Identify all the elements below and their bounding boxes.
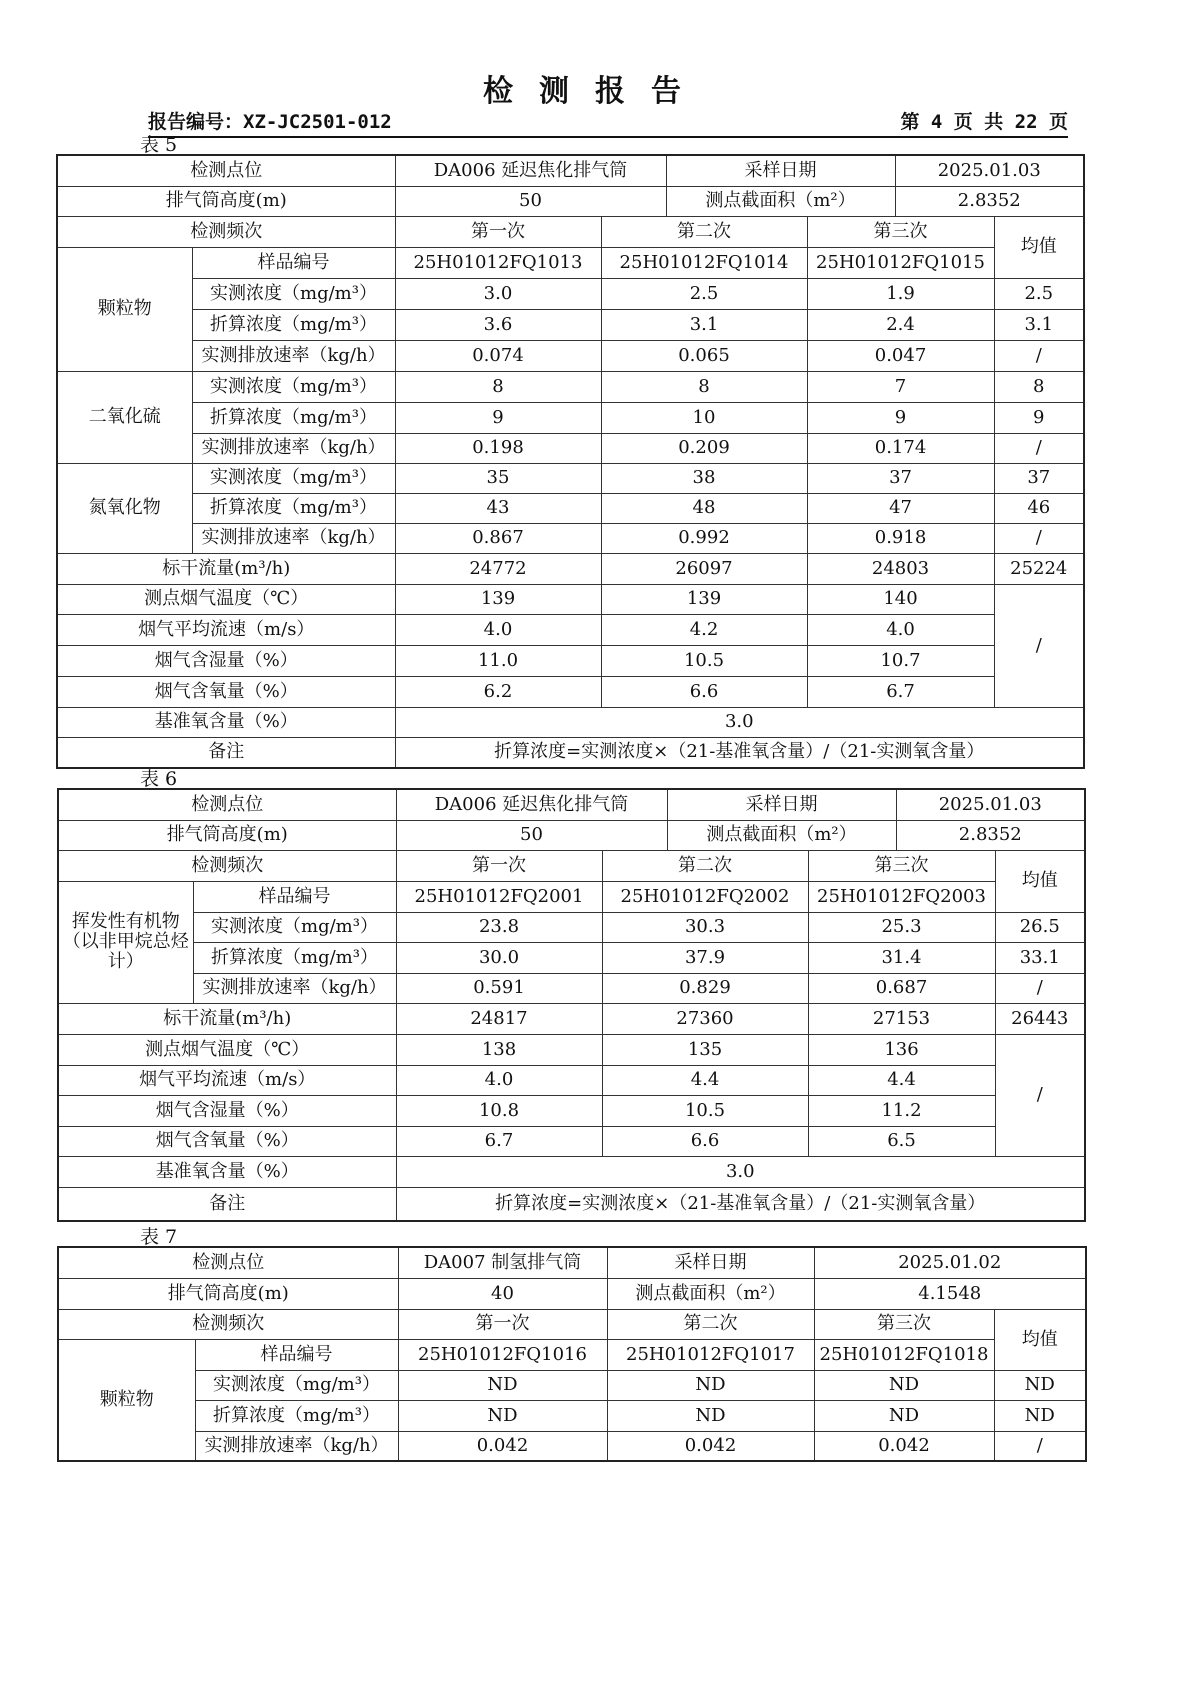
label-rate: 实测排放速率（kg/h） [192, 433, 395, 463]
cell-value: 8 [395, 371, 601, 402]
group-name: 颗粒物 [58, 1339, 195, 1461]
cell-value: 37.9 [602, 942, 808, 973]
cell-value: 0.042 [814, 1431, 994, 1461]
cell-value: 135 [602, 1034, 808, 1065]
cell-value: 3.6 [395, 309, 601, 340]
table-row [57, 309, 1084, 340]
group-name: 颗粒物 [57, 247, 192, 371]
label-conv: 折算浓度（mg/m³） [192, 493, 395, 523]
height-value: 40 [398, 1278, 607, 1309]
table-row [57, 247, 1084, 278]
cell-value: 23.8 [396, 912, 602, 942]
area-value: 2.8352 [896, 820, 1085, 850]
cell-value: 9 [395, 402, 601, 433]
label-second: 第二次 [601, 216, 807, 247]
table-6 [57, 788, 1086, 1222]
label-rate: 实测排放速率（kg/h） [195, 1431, 398, 1461]
cell-value: 4.4 [602, 1065, 808, 1095]
table-row [57, 186, 1084, 216]
table-row [57, 155, 1084, 186]
cell-value: 0.992 [601, 523, 807, 553]
label-conv: 折算浓度（mg/m³） [192, 309, 395, 340]
cell-value: 4.0 [807, 614, 994, 645]
table-row [57, 216, 1084, 247]
cell-value: 37 [994, 463, 1084, 493]
label-base-oxy: 基准氧含量（%） [58, 1156, 396, 1187]
cell-value: 0.042 [607, 1431, 814, 1461]
cell-value: 9 [994, 402, 1084, 433]
label-speed: 烟气平均流速（m/s） [58, 1065, 396, 1095]
cell-value: 139 [395, 584, 601, 614]
table-row [58, 1003, 1085, 1034]
label-moist: 烟气含湿量（%） [58, 1095, 396, 1126]
cell-value: 25.3 [808, 912, 995, 942]
table-row [58, 942, 1085, 973]
point-value: DA006 延迟焦化排气筒 [396, 789, 667, 820]
cell-value: 0.174 [807, 433, 994, 463]
sample-id: 25H01012FQ1018 [814, 1339, 994, 1370]
table-row [57, 402, 1084, 433]
label-freq: 检测频次 [58, 850, 396, 881]
table-row [58, 1339, 1086, 1370]
cell-value: 46 [994, 493, 1084, 523]
table-row [58, 820, 1085, 850]
remark-value: 折算浓度=实测浓度×（21-基准氧含量）/（21-实测氧含量） [395, 737, 1084, 768]
label-third: 第三次 [814, 1309, 994, 1339]
table-row [57, 584, 1084, 614]
label-freq: 检测频次 [57, 216, 395, 247]
cell-value: 24772 [395, 553, 601, 584]
label-area: 测点截面积（m²） [666, 186, 895, 216]
table-row [58, 1370, 1086, 1400]
report-title: 检测报告 [483, 74, 707, 109]
cell-value: 6.6 [601, 676, 807, 707]
cell-value: 11.2 [808, 1095, 995, 1126]
cell-value: 11.0 [395, 645, 601, 676]
area-value: 2.8352 [895, 186, 1084, 216]
table-row [58, 1431, 1086, 1461]
cell-value: 0.829 [602, 973, 808, 1003]
table-5 [56, 154, 1085, 769]
label-conc: 实测浓度（mg/m³） [192, 278, 395, 309]
cell-value: 30.3 [602, 912, 808, 942]
sample-id: 25H01012FQ2003 [808, 881, 995, 912]
label-height: 排气筒高度(m) [57, 186, 395, 216]
cell-value: 140 [807, 584, 994, 614]
label-third: 第三次 [807, 216, 994, 247]
label-remark: 备注 [57, 737, 395, 768]
label-conc: 实测浓度（mg/m³） [192, 463, 395, 493]
label-temp: 测点烟气温度（℃） [58, 1034, 396, 1065]
cell-value: 4.0 [396, 1065, 602, 1095]
table-row [58, 1187, 1085, 1221]
cell-value: 0.687 [808, 973, 995, 1003]
label-second: 第二次 [607, 1309, 814, 1339]
group-name: 挥发性有机物（以非甲烷总烃计） [58, 881, 193, 1003]
label-conc: 实测浓度（mg/m³） [193, 912, 396, 942]
label-conv: 折算浓度（mg/m³） [193, 942, 396, 973]
cell-value: / [994, 433, 1084, 463]
cell-value: 26.5 [995, 912, 1085, 942]
table-row [58, 1400, 1086, 1431]
label-rate: 实测排放速率（kg/h） [193, 973, 396, 1003]
label-area: 测点截面积（m²） [607, 1278, 814, 1309]
label-avg: 均值 [994, 1309, 1086, 1370]
label-conv: 折算浓度（mg/m³） [192, 402, 395, 433]
label-flow: 标干流量(m³/h) [58, 1003, 396, 1034]
table-row [57, 523, 1084, 553]
cell-value: ND [607, 1400, 814, 1431]
height-value: 50 [396, 820, 667, 850]
cell-value: 8 [994, 371, 1084, 402]
cell-value: ND [994, 1400, 1086, 1431]
cell-value: 10.8 [396, 1095, 602, 1126]
cell-value: 0.198 [395, 433, 601, 463]
table-row [57, 707, 1084, 737]
label-flow: 标干流量(m³/h) [57, 553, 395, 584]
table-row [58, 1247, 1086, 1278]
report-meta-line [148, 108, 1068, 138]
table-row [58, 973, 1085, 1003]
label-temp: 测点烟气温度（℃） [57, 584, 395, 614]
cell-value: ND [814, 1400, 994, 1431]
group-name: 二氧化硫 [57, 371, 192, 463]
cell-value: 38 [601, 463, 807, 493]
table-row [58, 1126, 1085, 1156]
cell-value: 43 [395, 493, 601, 523]
cell-value: 33.1 [995, 942, 1085, 973]
cell-value: 9 [807, 402, 994, 433]
label-moist: 烟气含湿量（%） [57, 645, 395, 676]
sample-id: 25H01012FQ1015 [807, 247, 994, 278]
cell-value: 6.7 [396, 1126, 602, 1156]
cell-value: 0.047 [807, 340, 994, 371]
cell-value: 138 [396, 1034, 602, 1065]
cell-value: 3.0 [395, 278, 601, 309]
label-third: 第三次 [808, 850, 995, 881]
table-row [58, 1278, 1086, 1309]
avg-slash: / [995, 1034, 1085, 1156]
cell-value: 24817 [396, 1003, 602, 1034]
cell-value: 30.0 [396, 942, 602, 973]
cell-value: ND [814, 1370, 994, 1400]
base-oxy-value: 3.0 [396, 1156, 1085, 1187]
cell-value: 6.6 [602, 1126, 808, 1156]
cell-value: 35 [395, 463, 601, 493]
cell-value: 6.2 [395, 676, 601, 707]
table-row [58, 881, 1085, 912]
label-date: 采样日期 [666, 155, 895, 186]
label-point: 检测点位 [57, 155, 395, 186]
label-avg: 均值 [995, 850, 1085, 912]
table-row [57, 645, 1084, 676]
point-value: DA007 制氢排气筒 [398, 1247, 607, 1278]
date-value: 2025.01.02 [814, 1247, 1086, 1278]
table-row [58, 1156, 1085, 1187]
sample-id: 25H01012FQ2002 [602, 881, 808, 912]
cell-value: 47 [807, 493, 994, 523]
table-row [57, 737, 1084, 768]
cell-value: 26097 [601, 553, 807, 584]
label-remark: 备注 [58, 1187, 396, 1221]
cell-value: / [995, 973, 1085, 1003]
cell-value: / [994, 340, 1084, 371]
cell-value: 2.4 [807, 309, 994, 340]
label-conc: 实测浓度（mg/m³） [192, 371, 395, 402]
sample-id: 25H01012FQ2001 [396, 881, 602, 912]
cell-value: 7 [807, 371, 994, 402]
label-base-oxy: 基准氧含量（%） [57, 707, 395, 737]
cell-value: 6.5 [808, 1126, 995, 1156]
table-row [58, 789, 1085, 820]
cell-value: 0.591 [396, 973, 602, 1003]
cell-value: 139 [601, 584, 807, 614]
table-7 [57, 1246, 1087, 1462]
cell-value: ND [398, 1370, 607, 1400]
cell-value: 2.5 [994, 278, 1084, 309]
cell-value: 2.5 [601, 278, 807, 309]
cell-value: 37 [807, 463, 994, 493]
sample-id: 25H01012FQ1016 [398, 1339, 607, 1370]
label-rate: 实测排放速率（kg/h） [192, 340, 395, 371]
table-row [57, 553, 1084, 584]
label-first: 第一次 [395, 216, 601, 247]
remark-value: 折算浓度=实测浓度×（21-基准氧含量）/（21-实测氧含量） [396, 1187, 1085, 1221]
label-date: 采样日期 [667, 789, 896, 820]
cell-value: 3.1 [601, 309, 807, 340]
height-value: 50 [395, 186, 666, 216]
cell-value: 136 [808, 1034, 995, 1065]
label-oxy: 烟气含氧量（%） [58, 1126, 396, 1156]
cell-value: / [994, 523, 1084, 553]
label-sample: 样品编号 [192, 247, 395, 278]
table-5-label: 表 5 [140, 134, 178, 156]
cell-value: 3.1 [994, 309, 1084, 340]
sample-id: 25H01012FQ1013 [395, 247, 601, 278]
group-name: 氮氧化物 [57, 463, 192, 553]
cell-value: 0.074 [395, 340, 601, 371]
cell-value: 24803 [807, 553, 994, 584]
label-second: 第二次 [602, 850, 808, 881]
label-height: 排气筒高度(m) [58, 1278, 398, 1309]
label-avg: 均值 [994, 216, 1084, 278]
table-row [57, 340, 1084, 371]
cell-value: 1.9 [807, 278, 994, 309]
report-number: 报告编号：XZ-JC2501-012 [148, 111, 392, 133]
cell-value: 0.209 [601, 433, 807, 463]
label-date: 采样日期 [607, 1247, 814, 1278]
table-row [57, 278, 1084, 309]
cell-value: 10 [601, 402, 807, 433]
cell-value: 8 [601, 371, 807, 402]
cell-value: 0.867 [395, 523, 601, 553]
avg-slash: / [994, 584, 1084, 707]
label-point: 检测点位 [58, 1247, 398, 1278]
table-row [57, 433, 1084, 463]
cell-value: 27360 [602, 1003, 808, 1034]
sample-id: 25H01012FQ1017 [607, 1339, 814, 1370]
table-row [57, 463, 1084, 493]
cell-value: / [994, 1431, 1086, 1461]
table-row [58, 850, 1085, 881]
cell-value: 0.042 [398, 1431, 607, 1461]
label-area: 测点截面积（m²） [667, 820, 896, 850]
label-freq: 检测频次 [58, 1309, 398, 1339]
table-row [57, 493, 1084, 523]
label-point: 检测点位 [58, 789, 396, 820]
table-6-label: 表 6 [140, 768, 178, 790]
area-value: 4.1548 [814, 1278, 1086, 1309]
date-value: 2025.01.03 [895, 155, 1084, 186]
cell-value: 4.2 [601, 614, 807, 645]
label-oxy: 烟气含氧量（%） [57, 676, 395, 707]
cell-value: 27153 [808, 1003, 995, 1034]
label-speed: 烟气平均流速（m/s） [57, 614, 395, 645]
label-first: 第一次 [396, 850, 602, 881]
sample-id: 25H01012FQ1014 [601, 247, 807, 278]
cell-value: 10.5 [602, 1095, 808, 1126]
table-row [58, 1309, 1086, 1339]
cell-value: 31.4 [808, 942, 995, 973]
cell-value: 26443 [995, 1003, 1085, 1034]
label-conv: 折算浓度（mg/m³） [195, 1400, 398, 1431]
cell-value: 48 [601, 493, 807, 523]
cell-value: 6.7 [807, 676, 994, 707]
label-sample: 样品编号 [193, 881, 396, 912]
base-oxy-value: 3.0 [395, 707, 1084, 737]
table-row [57, 676, 1084, 707]
table-row [58, 912, 1085, 942]
label-height: 排气筒高度(m) [58, 820, 396, 850]
cell-value: ND [398, 1400, 607, 1431]
cell-value: 0.065 [601, 340, 807, 371]
label-sample: 样品编号 [195, 1339, 398, 1370]
point-value: DA006 延迟焦化排气筒 [395, 155, 666, 186]
date-value: 2025.01.03 [896, 789, 1085, 820]
cell-value: 10.5 [601, 645, 807, 676]
label-rate: 实测排放速率（kg/h） [192, 523, 395, 553]
table-row [58, 1034, 1085, 1065]
cell-value: 10.7 [807, 645, 994, 676]
page-info: 第 4 页 共 22 页 [900, 111, 1068, 133]
cell-value: ND [607, 1370, 814, 1400]
cell-value: ND [994, 1370, 1086, 1400]
cell-value: 4.0 [395, 614, 601, 645]
table-row [58, 1095, 1085, 1126]
label-first: 第一次 [398, 1309, 607, 1339]
cell-value: 4.4 [808, 1065, 995, 1095]
table-row [58, 1065, 1085, 1095]
table-row [57, 614, 1084, 645]
cell-value: 25224 [994, 553, 1084, 584]
table-7-label: 表 7 [140, 1226, 178, 1248]
cell-value: 0.918 [807, 523, 994, 553]
table-row [57, 371, 1084, 402]
label-conc: 实测浓度（mg/m³） [195, 1370, 398, 1400]
